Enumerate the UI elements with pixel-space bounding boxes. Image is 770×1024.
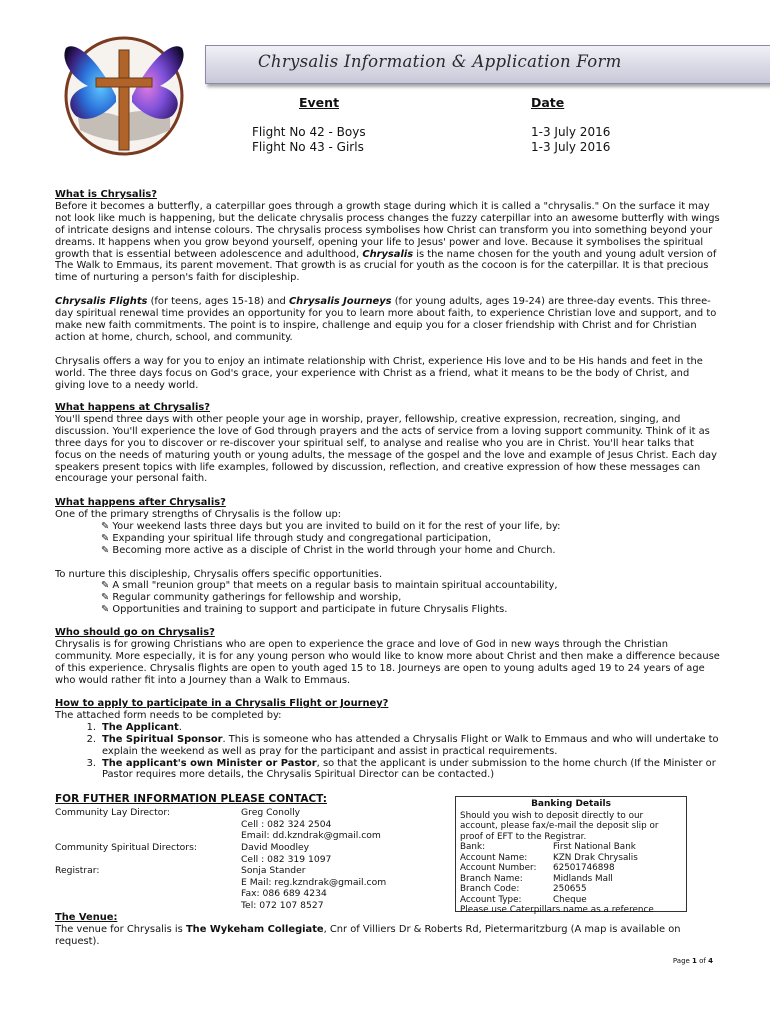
- item-rest: . This is someone who has attended a Chrysalis Flight or Walk to Emmaus and who will undertake to explain the weekend as well as pray for the participant and assist in practical requirements.: [102, 733, 719, 757]
- contact-line: Cell : 082 324 2504: [241, 818, 332, 830]
- numbered-item: [55, 734, 720, 758]
- emphasis: Chrysalis: [362, 248, 414, 260]
- bank-row: [460, 842, 682, 853]
- bank-row: [460, 884, 682, 895]
- event-row-2-date: 1-3 July 2016: [531, 140, 611, 154]
- section-what-happens-at: [55, 402, 720, 485]
- contact-role-lay-director: Community Lay Director:: [55, 807, 171, 818]
- contact-role-registrar: Registrar:: [55, 865, 100, 876]
- text: The venue for Chrysalis is: [55, 923, 186, 935]
- section-heading: What is Chrysalis?: [55, 189, 157, 200]
- bank-row: [460, 863, 682, 874]
- item-rest: , so that the applicant is under submission to the home church (If the Minister or Pastor requires more details, the Chrysalis Spiritual Director can be contacted.): [102, 757, 716, 781]
- numbered-item: [55, 758, 720, 782]
- emphasis: Chrysalis Journeys: [288, 296, 392, 308]
- item-text: [102, 722, 182, 734]
- section-heading: Who should go on Chrysalis?: [55, 627, 215, 638]
- banking-title: Banking Details: [531, 799, 611, 809]
- contact-role-spiritual-directors: Community Spiritual Directors:: [55, 842, 197, 853]
- section-venue: [55, 912, 720, 948]
- bank-value: First National Bank: [553, 842, 636, 852]
- section-heading: What happens at Chrysalis?: [55, 402, 210, 413]
- venue-name: The Wykeham Collegiate: [185, 923, 324, 935]
- bank-value: KZN Drak Chrysalis: [553, 852, 638, 863]
- bank-key: Bank:: [460, 842, 486, 852]
- form-title: Chrysalis Information & Application Form: [258, 52, 622, 71]
- item-number: 2.: [86, 733, 96, 745]
- section-who-should-go: [55, 627, 720, 687]
- list-item: ✎ Becoming more active as a disciple of Christ in the world through your home and Church.: [101, 544, 556, 556]
- page-number: [673, 957, 713, 965]
- contact-line: Greg Conolly: [241, 807, 301, 818]
- paragraph: [55, 201, 720, 284]
- paragraph: Chrysalis is for growing Christians who are open to experience the grace and love of God in new ways through the Christian community. More especially, it is for any young person who would like to know more about Christ and then make a difference because of this experience. Chrysalis flights are open to youth aged 15 to 18. Journeys are open to young adults aged 19 to 24 years of age who would rather fit into a Journey than a Walk to Emmaus.: [55, 638, 720, 686]
- list-item: ✎ A small "reunion group" that meets on a regular basis to maintain spiritual accountability,: [101, 580, 558, 592]
- banking-note: Please use Caterpillars name as a reference: [460, 905, 654, 915]
- bank-row: [460, 895, 682, 906]
- contact-line: Fax: 086 689 4234: [241, 888, 327, 900]
- numbered-item: [55, 722, 720, 734]
- bank-key: Branch Code:: [460, 884, 520, 894]
- section-heading: The Venue:: [55, 912, 118, 923]
- item-bold: The Spiritual Sponsor: [102, 733, 223, 745]
- emphasis: Chrysalis Flights: [55, 296, 148, 308]
- bank-row: [460, 874, 682, 885]
- chrysalis-butterfly-logo: [58, 30, 186, 158]
- banking-intro: Should you wish to deposit directly to our account, please fax/e-mail the deposit slip or proof of EFT to the Registrar.: [460, 810, 659, 842]
- text: (for young adults, ages 19-24) are three-day events. This three-day spiritual renewal time provides an opportunity for you to learn more about faith, to experience Christian love and support, and to make new faith commitments. The point is to inspire, challenge and equip you for a closer friendship with Christ and for Christian action at home, church, school, and community.: [55, 296, 717, 343]
- contact-line: David Moodley: [241, 842, 310, 853]
- section-heading: What happens after Chrysalis?: [55, 497, 226, 508]
- page-total: 4: [708, 957, 713, 965]
- title-banner: [205, 45, 770, 84]
- item-text: [102, 734, 720, 758]
- item-bold: The Applicant: [102, 721, 179, 733]
- bank-value: 62501746898: [553, 863, 615, 873]
- section-heading: How to apply to participate in a Chrysalis Flight or Journey?: [55, 698, 389, 709]
- bank-value: Midlands Mall: [553, 873, 613, 884]
- item-rest: .: [178, 721, 182, 733]
- contact-email[interactable]: Email: dd.kzndrak@gmail.com: [241, 830, 381, 842]
- event-row-2-event: Flight No 43 - Girls: [252, 140, 364, 154]
- contact-email[interactable]: E Mail: reg.kzndrak@gmail.com: [241, 876, 387, 888]
- text: is the name chosen for the youth and young adult version of The Walk to Emmaus, its parent movement. That growth is as crucial for youth as the cocoon is for the caterpillar. It is that precious time of nurturing a person's faith for discipleship.: [55, 248, 717, 284]
- item-number: 3.: [86, 757, 96, 769]
- bank-key: Branch Name:: [460, 873, 523, 884]
- contact-line: Sonja Stander: [241, 865, 306, 876]
- paragraph: Chrysalis offers a way for you to enjoy an intimate relationship with Christ, experience His love and to be His hands and feet in the world. The three days focus on God's grace, your experience with Christ as a friend, what it means to be the body of Christ, and giving love to a needy world.: [55, 355, 703, 391]
- event-row-1-event: Flight No 42 - Boys: [252, 125, 366, 139]
- event-header: Event: [299, 95, 340, 110]
- page-prefix: Page: [672, 957, 693, 965]
- paragraph: You'll spend three days with other people your age in worship, prayer, fellowship, creative expression, recreation, singing, and discussion. You'll experience the love of God through prayers and the acts of service from a loving support community. Think of it as three days for you to discover or re-discover your spiritual self, to analyse and realise who you are in Christ. You'll hear talks that focus on the needs of maturing youth or young adults, the message of the gospel and the love and example of Jesus Christ. Each day speakers present topics with life examples, followed by discussion, reflection, and creative expression of how these messages can encourage your personal faith.: [55, 413, 717, 485]
- list-item: ✎ Regular community gatherings for fellowship and worship,: [101, 592, 402, 604]
- paragraph: [55, 296, 720, 344]
- text: , Cnr of Villiers Dr & Roberts Rd, Pietermaritzburg (A map is available on request).: [55, 923, 681, 947]
- paragraph: One of the primary strengths of Chrysalis is the follow up:: [55, 508, 342, 520]
- date-header: Date: [531, 95, 565, 110]
- item-bold: The applicant's own Minister or Pastor: [102, 757, 317, 769]
- paragraph: The attached form needs to be completed by:: [55, 709, 282, 721]
- contact-details-spiritual-directors: [241, 842, 331, 865]
- paragraph: To nurture this discipleship, Chrysalis offers specific opportunities.: [55, 568, 383, 580]
- section-how-to-apply: [55, 698, 720, 781]
- contact-line: Cell : 082 319 1097: [241, 853, 332, 865]
- contact-line: Tel: 072 107 8527: [241, 899, 324, 911]
- item-text: [102, 758, 720, 782]
- page-current: 1: [692, 957, 697, 965]
- contact-details-registrar: [241, 865, 386, 911]
- page-middle: of: [696, 957, 709, 965]
- event-row-1-date: 1-3 July 2016: [531, 125, 611, 139]
- item-number: 1.: [86, 721, 96, 733]
- banking-details-box: [455, 796, 687, 915]
- contact-details-lay-director: [241, 807, 381, 842]
- bank-row: [460, 853, 682, 864]
- contact-heading: FOR FUTHER INFORMATION PLEASE CONTACT:: [55, 793, 327, 805]
- list-item: ✎ Expanding your spiritual life through study and congregational participation,: [101, 532, 492, 544]
- section-what-happens-after: [55, 497, 720, 616]
- bank-value: Cheque: [553, 894, 587, 905]
- paragraph: [55, 924, 720, 948]
- section-what-is-chrysalis: [55, 189, 720, 392]
- text: Before it becomes a butterfly, a caterpillar goes through a growth stage during which it is called a "chrysalis." On the surface it may not look like much is happening, but the delicate chrysalis process changes the fuzzy caterpillar into an awesome butterfly with wings of intricate designs and intense colours. The chrysalis process symbolises how Christ can transform you into something beyond your dreams. It happens when you grow beyond yourself, opening your life to Jesus' power and love. Because it symbolises the spiritual growth that is essential between adolescence and adulthood,: [55, 200, 720, 260]
- list-item: ✎ Opportunities and training to support and participate in future Chrysalis Flights.: [101, 604, 508, 616]
- text: (for teens, ages 15-18) and: [147, 296, 289, 308]
- bank-value: 250655: [553, 884, 587, 894]
- list-item: ✎ Your weekend lasts three days but you are invited to build on it for the rest of your life, by:: [101, 520, 561, 532]
- bank-key: Account Name:: [460, 852, 528, 863]
- bank-key: Account Number:: [460, 863, 537, 873]
- bank-key: Account Type:: [460, 894, 522, 905]
